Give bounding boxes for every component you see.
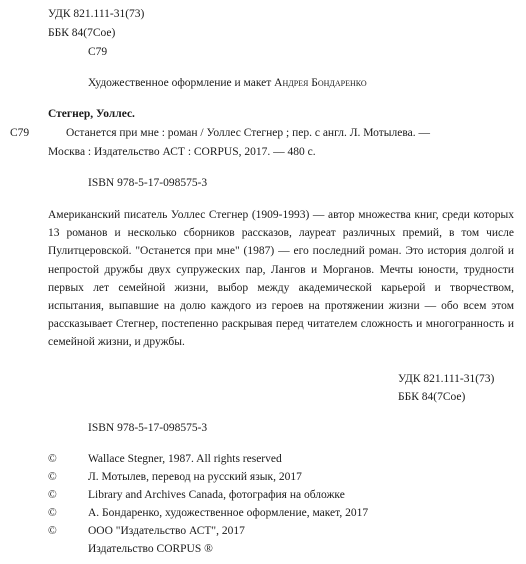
- copyright-mark: ©: [48, 525, 57, 537]
- footer-udk: УДК 821.111-31(73): [398, 373, 495, 385]
- annotation: Американский писатель Уоллес Стегнер (1909-1993) — автор множества книг, среди которых 13 романов и несколько сборников рассказов, лауреат различных премий, в том числе Пулитцеровской. "Останется при мне" (1987) — его последний роман. Это история долгой и непростой дружбы двух супружеских пар, Лангов и Морганов. Мечты юности, трудности первых лет семейной жизни, выбор между академической карьерой и творчеством, испытания, выпавшие на долю каждого из героев на протяжении жизни — обо всем этом рассказывает Стегнер, постепенно раскрывая перед читателем сложность и многогранность и семейной жизни, и дружбы.: [48, 209, 514, 349]
- copyright-text: Library and Archives Canada, фотография на обложке: [88, 489, 345, 501]
- record-isbn: ISBN 978-5-17-098575-3: [88, 177, 208, 189]
- copyright-text: Л. Мотылев, перевод на русский язык, 2017: [88, 471, 302, 483]
- author-mark: С79: [88, 46, 108, 58]
- copyright-text: А. Бондаренко, художественное оформление, макет, 2017: [88, 507, 369, 519]
- isbn-2: ISBN 978-5-17-098575-3: [88, 422, 208, 434]
- udk-code: УДК 821.111-31(73): [48, 8, 145, 20]
- copyright-text: ООО "Издательство АСТ", 2017: [88, 525, 245, 537]
- record-line-2: Москва : Издательство АСТ : CORPUS, 2017. — 480 с.: [48, 146, 316, 158]
- copyright-mark: ©: [48, 453, 57, 465]
- design-credit-prefix: Художественное оформление и макет: [88, 77, 275, 89]
- side-author-mark: С79: [10, 127, 30, 139]
- record-line-1: Останется при мне : роман / Уоллес Стегнер ; пер. с англ. Л. Мотылева. —: [66, 127, 431, 139]
- publisher-line: Издательство CORPUS ®: [88, 543, 213, 555]
- author-heading: Стегнер, Уоллес.: [48, 108, 135, 120]
- design-credit-name: Андрея Бондаренко: [274, 77, 367, 89]
- copyright-mark: ©: [48, 471, 57, 483]
- design-credit: [88, 76, 367, 90]
- bbk-code: ББК 84(7Сое): [48, 27, 116, 39]
- copyright-text: Wallace Stegner, 1987. All rights reserved: [88, 453, 282, 465]
- copyright-mark: ©: [48, 507, 57, 519]
- footer-bbk: ББК 84(7Сое): [398, 391, 466, 403]
- copyright-mark: ©: [48, 489, 57, 501]
